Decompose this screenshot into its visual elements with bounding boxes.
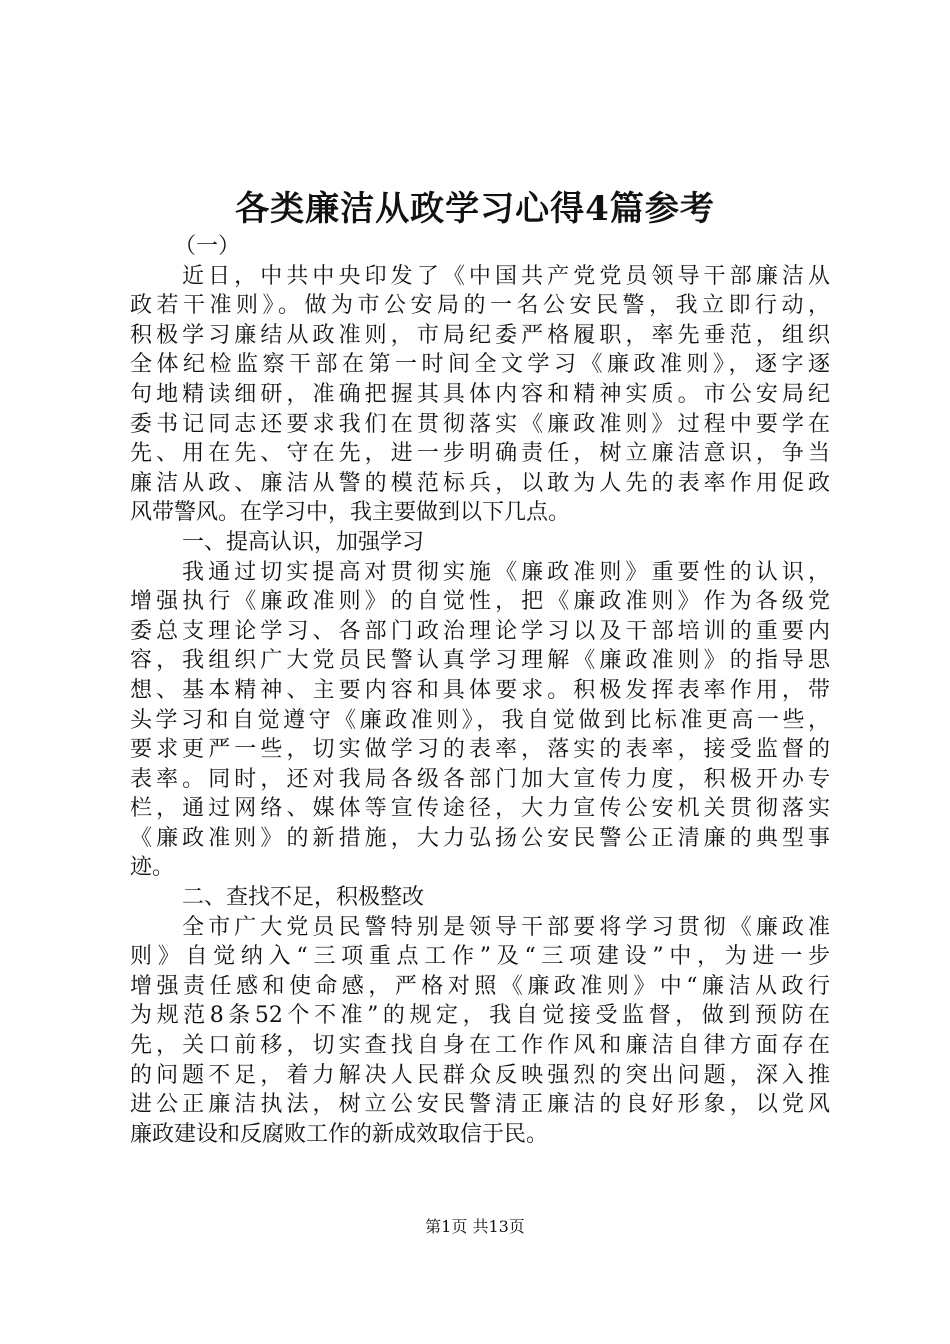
paragraph-line: 进公正廉洁执法，树立公安民警清正廉洁的良好形象，以党风: [130, 1092, 830, 1118]
paragraph-line: 委总支理论学习、各部门政治理论学习以及干部培训的重要内: [130, 618, 830, 644]
paragraph-line: 全市广大党员民警特别是领导干部要将学习贯彻《廉政准: [182, 914, 830, 940]
paragraph-line: 近日，中共中央印发了《中国共产党党员领导干部廉洁从: [182, 263, 830, 289]
paragraph-line: 头学习和自觉遵守《廉政准则》，我自觉做到比标准更高一些，: [130, 707, 830, 733]
paragraph-line: 栏，通过网络、媒体等宣传途径，大力宣传公安机关贯彻落实: [130, 796, 830, 822]
paragraph-line: 风带警风。在学习中，我主要做到以下几点。: [130, 500, 571, 526]
paragraph-line: 要求更严一些，切实做学习的表率，落实的表率，接受监督的: [130, 737, 830, 763]
paragraph-line: 则》自觉纳入“三项重点工作”及“三项建设”中，为进一步: [130, 944, 830, 970]
paragraph-line: 表率。同时，还对我局各级各部门加大宣传力度，积极开办专: [130, 766, 830, 792]
section-number: （一）: [174, 234, 241, 259]
paragraph-line: 廉洁从政、廉洁从警的模范标兵，以敢为人先的表率作用促政: [130, 470, 830, 496]
paragraph-line: 先，关口前移，切实查找自身在工作作风和廉洁自律方面存在: [130, 1033, 830, 1059]
document-body: [130, 232, 830, 1149]
paragraph-line: 全体纪检监察干部在第一时间全文学习《廉政准则》，逐字逐: [130, 352, 830, 378]
paragraph-line: 政若干准则》。做为市公安局的一名公安民警，我立即行动，: [130, 293, 830, 319]
paragraph-line: 容，我组织广大党员民警认真学习理解《廉政准则》的指导思: [130, 648, 830, 674]
paragraph-line: 的问题不足，着力解决人民群众反映强烈的突出问题，深入推: [130, 1062, 830, 1088]
section-heading: 二、查找不足，积极整改: [182, 885, 425, 911]
paragraph-line: 句地精读细研，准确把握其具体内容和精神实质。市公安局纪: [130, 381, 830, 407]
paragraph-line: 想、基本精神、主要内容和具体要求。积极发挥表率作用，带: [130, 677, 830, 703]
paragraph-line: 《廉政准则》的新措施，大力弘扬公安民警公正清廉的典型事: [130, 825, 830, 851]
paragraph-line: 为规范8条52个不准”的规定，我自觉接受监督，做到预防在: [130, 1003, 830, 1029]
paragraph-line: 增强执行《廉政准则》的自觉性，把《廉政准则》作为各级党: [130, 589, 830, 615]
paragraph-line: 委书记同志还要求我们在贯彻落实《廉政准则》过程中要学在: [130, 411, 830, 437]
paragraph-line: 廉政建设和反腐败工作的新成效取信于民。: [130, 1121, 549, 1147]
paragraph-line: 增强责任感和使命感，严格对照《廉政准则》中“廉洁从政行: [130, 973, 830, 999]
paragraph-line: 先、用在先、守在先，进一步明确责任，树立廉洁意识，争当: [130, 441, 830, 467]
page-footer: 第1页 共13页: [425, 1217, 525, 1236]
page-title: 各类廉洁从政学习心得4篇参考: [235, 189, 715, 229]
paragraph-line: 积极学习廉结从政准则，市局纪委严格履职，率先垂范，组织: [130, 322, 830, 348]
paragraph-line: 我通过切实提高对贯彻实施《廉政准则》重要性的认识，: [182, 559, 830, 585]
section-heading: 一、提高认识，加强学习: [182, 529, 425, 555]
paragraph-line: 迹。: [130, 855, 175, 881]
